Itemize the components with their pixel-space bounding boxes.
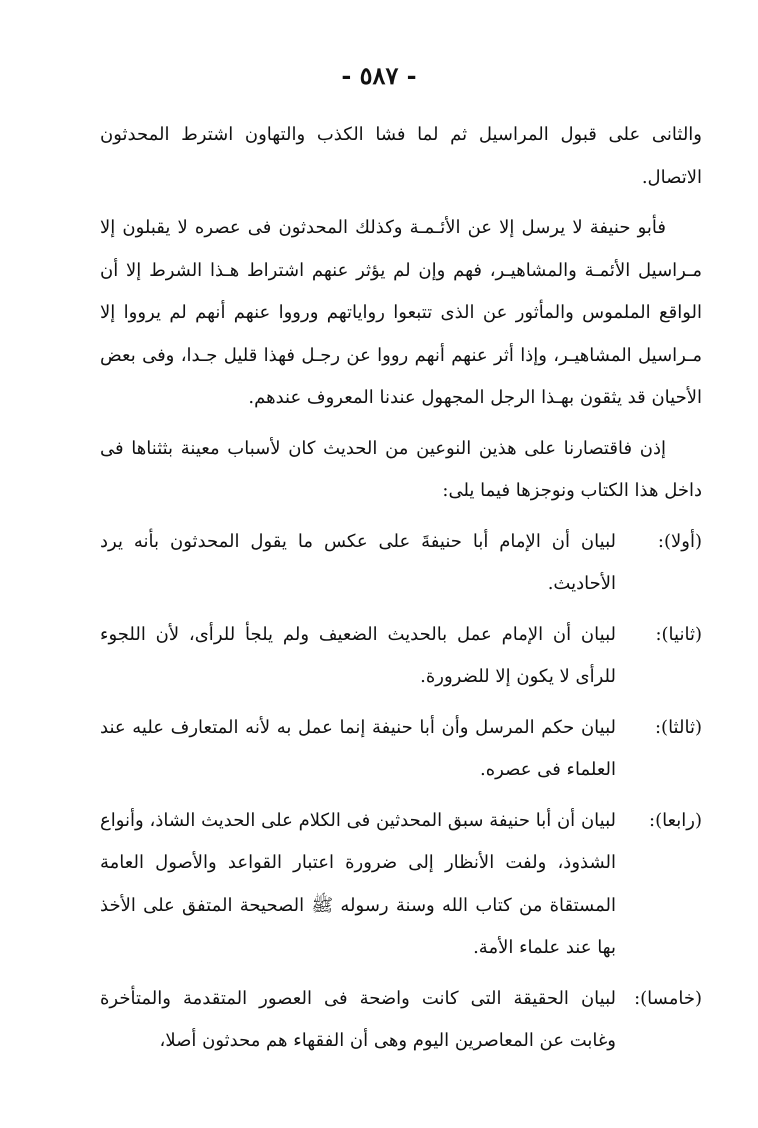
list-item-second bbox=[100, 614, 702, 699]
list-item-text: لبيان حكم المرسل وأن أبا حنيفة إنما عمل به لأنه المتعارف عليه عند العلماء فى عصره. bbox=[100, 716, 616, 780]
list-item-first bbox=[100, 521, 702, 606]
list-item-label: (أولا): bbox=[657, 530, 702, 552]
list-item-text: لبيان أن الإمام أبا حنيفةَ على عكس ما يقول المحدثون بأنه يرد الأحاديث. bbox=[100, 530, 616, 594]
list-item-fourth bbox=[100, 800, 702, 970]
paragraph-abu-hanifa: فأبو حنيفة لا يرسل إلا عن الأئـمـة وكذلك المحدثون فى عصره لا يقبلون إلا مـراسيل الأئمـة والمشاهيـر، فهم وإن لم يؤثر عنهم اشتراط هـذا الشرط إلا أن الواقع الملموس والمأثور عن الذى تتبعوا رواياتهم ورووا عنهم أنهم لم يرووا إلا مـراسيل المشاهيـر، وإذا أثر عنهم أنهم رووا عن رجـل فهذا قليل جـدا، وفى بعض الأحيان قد يثقون بهـذا الرجل المجهول عندنا المعروف عندهم. bbox=[100, 217, 702, 408]
list-item-text: لبيان أن أبا حنيفة سبق المحدثين فى الكلام على الحديث الشاذ، وأنواع الشذوذ، ولفت الأنظار إلى ضرورة اعتبار القواعد والأصول العامة المستقاة من كتاب الله وسنة رسوله ﷺ الصحيحة المتفق على الأخذ بها عند علماء الأمة. bbox=[100, 809, 616, 958]
list-item-label: (ثانيا): bbox=[655, 623, 702, 645]
page-number: - ٥٨٧ - bbox=[341, 61, 417, 90]
list-item-label: (ثالثا): bbox=[654, 716, 702, 738]
list-item-fifth bbox=[100, 978, 702, 1063]
list-item-label: (خامسا): bbox=[634, 987, 702, 1009]
list-item-third bbox=[100, 707, 702, 792]
list-item-label: (رابعا): bbox=[649, 809, 702, 831]
list-item-text: لبيان أن الإمام عمل بالحديث الضعيف ولم يلجأ للرأى، لأن اللجوء للرأى لا يكون إلا للضرورة. bbox=[100, 623, 616, 687]
page-body bbox=[100, 114, 702, 1063]
paragraph-reasons: إذن فاقتصارنا على هذين النوعين من الحديث كان لأسباب معينة بثثناها فى داخل هذا الكتاب ونوجزها فيما يلى: bbox=[100, 437, 702, 501]
list-item-text: لبيان الحقيقة التى كانت واضحة فى العصور المتقدمة والمتأخرة وغابت عن المعاصرين اليوم وهى أن الفقهاء هم محدثون أصلا، bbox=[100, 987, 616, 1051]
paragraph-intro: والثانى على قبول المراسيل ثم لما فشا الكذب والتهاون اشترط المحدثون الاتصال. bbox=[100, 124, 702, 188]
